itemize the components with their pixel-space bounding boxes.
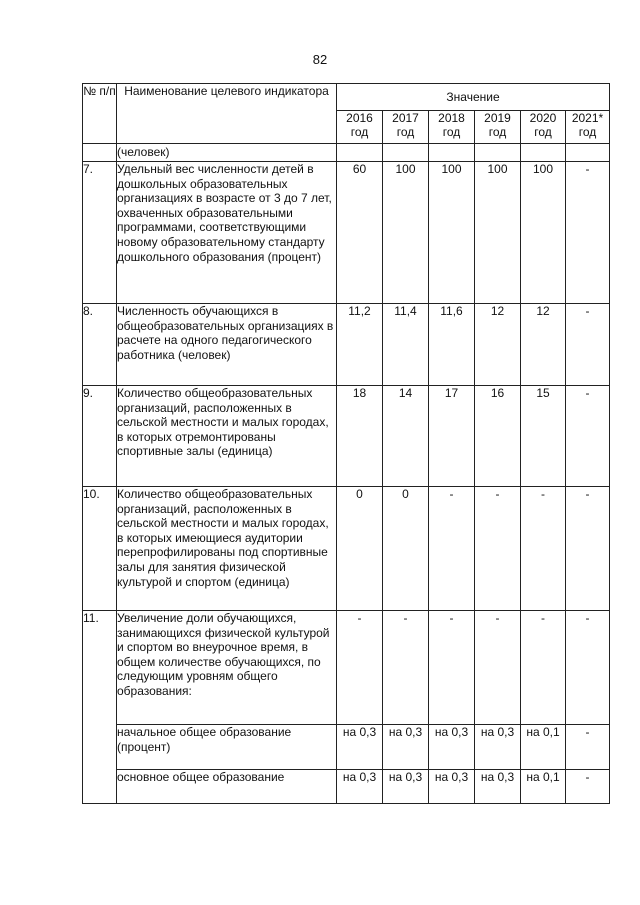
value-cell — [521, 144, 566, 162]
value-cell: 100 — [429, 162, 475, 304]
header-year: 2020 год — [521, 111, 566, 144]
table-row — [83, 144, 610, 162]
value-cell: - — [566, 487, 610, 611]
indicator-name: Количество общеобразовательных организаций, расположенных в сельской местности и малых городах, в которых отремонтированы спортивные залы (единица) — [117, 386, 337, 487]
row-number — [83, 725, 117, 770]
value-cell: 100 — [383, 162, 429, 304]
value-cell: - — [475, 487, 521, 611]
value-cell: на 0,1 — [521, 725, 566, 770]
value-cell — [475, 144, 521, 162]
header-year: 2017 год — [383, 111, 429, 144]
value-cell: 11,6 — [429, 304, 475, 386]
value-cell: на 0,3 — [475, 725, 521, 770]
value-cell: 0 — [337, 487, 383, 611]
row-number: 8. — [83, 304, 117, 386]
value-cell: на 0,3 — [337, 770, 383, 804]
header-year: 2018 год — [429, 111, 475, 144]
value-cell: 0 — [383, 487, 429, 611]
value-cell: 18 — [337, 386, 383, 487]
table-row — [83, 304, 610, 386]
value-cell: - — [566, 386, 610, 487]
value-cell: на 0,3 — [383, 770, 429, 804]
value-cell: - — [429, 611, 475, 725]
value-cell — [429, 144, 475, 162]
value-cell: - — [566, 611, 610, 725]
value-cell: 16 — [475, 386, 521, 487]
value-cell: - — [521, 487, 566, 611]
table-row — [83, 770, 610, 804]
row-number: 10. — [83, 487, 117, 611]
indicator-name: Увеличение доли обучающихся, занимающихся физической культурой и спортом во внеурочное время, в общем количестве обучающихся, по следующим уровням общего образования: — [117, 611, 337, 725]
row-number — [83, 144, 117, 162]
table-row — [83, 487, 610, 611]
row-number: 11. — [83, 611, 117, 725]
value-cell: на 0,3 — [429, 725, 475, 770]
indicator-name: основное общее образование — [117, 770, 337, 804]
table-row — [83, 611, 610, 725]
value-cell: 17 — [429, 386, 475, 487]
header-num: № п/п — [83, 84, 117, 144]
value-cell: - — [566, 725, 610, 770]
indicator-name: (человек) — [117, 144, 337, 162]
header-year: 2019 год — [475, 111, 521, 144]
header-year: 2021* год — [566, 111, 610, 144]
value-cell: 14 — [383, 386, 429, 487]
value-cell: - — [337, 611, 383, 725]
value-cell: 15 — [521, 386, 566, 487]
indicator-name: Количество общеобразовательных организаций, расположенных в сельской местности и малых городах, в которых имеющиеся аудитории перепрофилированы под спортивные залы для занятия физической культурой и спортом (единица) — [117, 487, 337, 611]
header-value-group: Значение — [337, 84, 610, 111]
value-cell: на 0,3 — [337, 725, 383, 770]
indicators-table — [82, 83, 610, 804]
header-year: 2016 год — [337, 111, 383, 144]
row-number: 7. — [83, 162, 117, 304]
value-cell: 11,4 — [383, 304, 429, 386]
value-cell: на 0,3 — [475, 770, 521, 804]
table-row — [83, 386, 610, 487]
value-cell: 12 — [521, 304, 566, 386]
value-cell: - — [475, 611, 521, 725]
row-number: 9. — [83, 386, 117, 487]
value-cell: - — [521, 611, 566, 725]
value-cell: на 0,3 — [383, 725, 429, 770]
indicator-name: Удельный вес численности детей в дошкольных образовательных организациях в возрасте от 3 до 7 лет, охваченных образовательными программами, соответствующими новому образовательному стандарту дошкольного образования (процент) — [117, 162, 337, 304]
value-cell: 12 — [475, 304, 521, 386]
value-cell: - — [566, 162, 610, 304]
value-cell — [383, 144, 429, 162]
row-number — [83, 770, 117, 804]
value-cell: - — [566, 770, 610, 804]
table-row — [83, 162, 610, 304]
value-cell: 100 — [521, 162, 566, 304]
value-cell: на 0,1 — [521, 770, 566, 804]
value-cell: - — [566, 304, 610, 386]
value-cell — [566, 144, 610, 162]
page-number: 82 — [312, 52, 328, 67]
value-cell: 11,2 — [337, 304, 383, 386]
indicator-name: начальное общее образование (процент) — [117, 725, 337, 770]
indicator-name: Численность обучающихся в общеобразовательных организациях в расчете на одного педагогического работника (человек) — [117, 304, 337, 386]
table-row — [83, 725, 610, 770]
header-indicator-name: Наименование целевого индикатора — [117, 84, 337, 144]
value-cell: 100 — [475, 162, 521, 304]
header-row-top — [83, 84, 610, 111]
value-cell: - — [383, 611, 429, 725]
value-cell — [337, 144, 383, 162]
value-cell: - — [429, 487, 475, 611]
value-cell: на 0,3 — [429, 770, 475, 804]
value-cell: 60 — [337, 162, 383, 304]
